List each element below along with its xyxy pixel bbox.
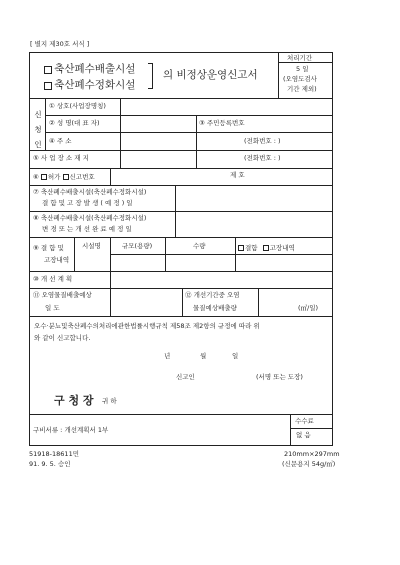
signature-stamp: (서명 또는 도장) xyxy=(256,373,303,381)
expected-discharge-label: ⑫ 개선기간중 오염 xyxy=(185,291,240,299)
completion-date-label: ⑧ 축산폐수배출시설(축산폐수정화시설) xyxy=(33,214,147,222)
declaration-text: 오수·분뇨및축산폐수의처리에관한법률시행규칙 제58조 제2항의 규정에 따라 위 xyxy=(34,322,260,330)
col-scale: 규모(용량) xyxy=(122,242,153,250)
processing-note: 기간 제외) xyxy=(287,85,317,93)
improvement-plan-label: ⑩ 개 선 계 획 xyxy=(33,275,73,283)
site-phone: (전화번호 : ) xyxy=(244,154,281,162)
checkbox-icon[interactable] xyxy=(263,245,269,251)
approval-date: 91. 9. 5. 승인 xyxy=(29,460,71,468)
title-option-1[interactable]: 축산폐수배출시설 xyxy=(44,61,135,76)
paper-type: (신문용지 54g/㎡) xyxy=(282,460,336,468)
defect-date-label: ⑦ 축산폐수배출시설(축산폐수정화시설) xyxy=(33,188,147,196)
processing-days: 5 일 xyxy=(296,65,309,73)
defect-date-label-2: 결 함 및 고 장 발 생 ( 예 정 ) 일 xyxy=(42,199,133,207)
completion-date-label-2: 변 경 또 는 개 선 완 료 예 정 일 xyxy=(42,225,132,233)
expected-emission-label: ⑪ 오염물질배출예상 xyxy=(33,291,92,299)
expected-emission-label-2: 일 도 xyxy=(45,304,60,312)
checkbox-icon[interactable] xyxy=(41,174,47,180)
title-option-2[interactable]: 축산폐수정화시설 xyxy=(44,77,135,92)
page-title: 의 비정상운영신고서 xyxy=(163,69,258,81)
fee-value: 없 음 xyxy=(296,431,311,439)
resident-number-label: ③ 주민등록번호 xyxy=(199,119,245,127)
checkbox-icon[interactable] xyxy=(63,174,69,180)
col-facility-name: 시설명 xyxy=(82,242,101,250)
attachments-label: 구비서류 : 개선계획서 1부 xyxy=(33,426,109,434)
representative-label: ② 성 명(대 표 자) xyxy=(49,119,100,127)
date-day: 일 xyxy=(232,352,239,360)
discharge-unit: (㎥/일) xyxy=(298,304,319,312)
checkbox-icon[interactable] xyxy=(44,66,52,74)
date-month: 월 xyxy=(200,352,207,360)
paper-size: 210mm×297mm xyxy=(284,450,340,458)
checkbox-icon[interactable] xyxy=(44,82,52,90)
form-number-label: [ 별지 제30호 서식 ] xyxy=(30,40,90,48)
date-year: 년 xyxy=(164,352,171,360)
site-location-label: ⑤ 사 업 장 소 재 지 xyxy=(33,154,89,162)
processing-header: 처리기간 xyxy=(287,54,313,62)
permit-type-selector[interactable]: ⑥ 허가 신고번호 xyxy=(33,173,95,181)
applicant-section-label: 신 청 인 xyxy=(34,110,42,149)
defect-details-label-2: 고장내역 xyxy=(44,256,70,264)
permit-number: 제 호 xyxy=(230,171,245,179)
company-name-label: ① 상호(사업장명칭) xyxy=(49,102,106,110)
address-label: ④ 주 소 xyxy=(49,137,72,145)
processing-note: (오염도검사 xyxy=(283,75,317,83)
declarant-label: 신고인 xyxy=(176,373,195,381)
expected-discharge-label-2: 물질예상배출량 xyxy=(193,304,237,312)
title-bracket xyxy=(148,63,153,89)
declaration-text-2: 와 같이 신고합니다. xyxy=(34,334,91,342)
address-phone: (전화번호 : ) xyxy=(244,137,281,145)
recipient-name: 구 청 장 xyxy=(54,394,94,407)
recipient-honorific: 귀 하 xyxy=(102,397,117,405)
form-code: 51918-18611민 xyxy=(29,450,79,458)
col-quantity: 수량 xyxy=(193,242,206,250)
fee-header: 수수료 xyxy=(295,417,314,425)
checkbox-icon[interactable] xyxy=(238,245,244,251)
defect-details-label: ⑨ 결 함 및 xyxy=(33,244,64,252)
defect-type-selector[interactable]: 결함 고장내역 xyxy=(238,243,295,252)
